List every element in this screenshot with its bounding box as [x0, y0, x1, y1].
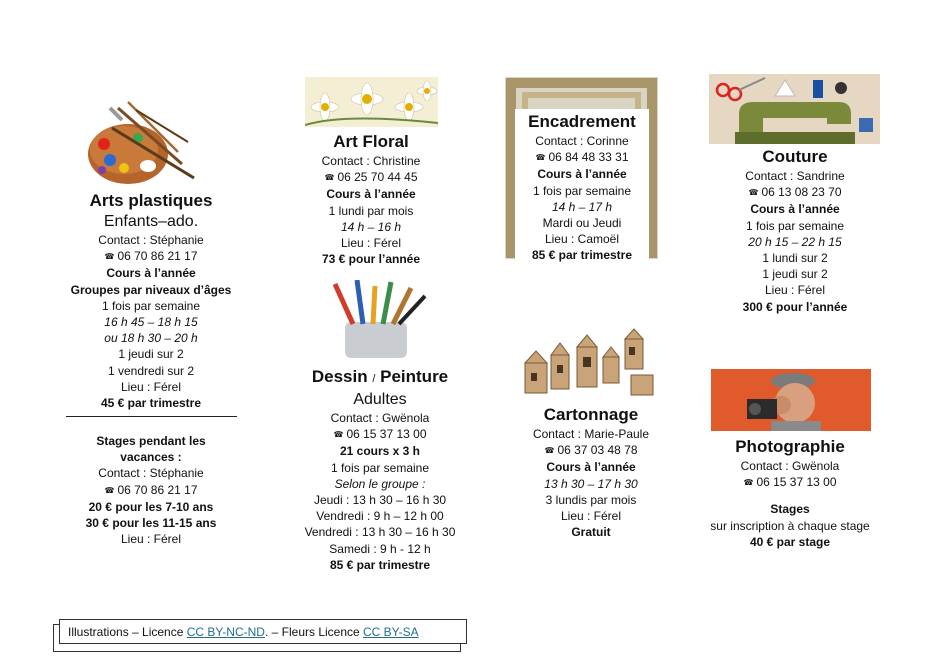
info-line: ☎ 06 37 03 48 78 [521, 442, 661, 459]
info-line: Contact : Marie-Paule [532, 427, 650, 441]
info-line: Contact : Christine [321, 154, 421, 168]
dessin-title-a: Dessin [311, 367, 368, 386]
arts-title: Arts plastiques [89, 191, 213, 210]
couture-title: Couture [762, 147, 828, 166]
info-line: Contact : Gwënola [330, 411, 430, 425]
photo-details [695, 458, 885, 550]
sewing-machine-illustration [709, 74, 880, 144]
info-line: ☎ 06 15 37 13 00 [695, 474, 885, 491]
info-line: 1 jeudi sur 2 [762, 267, 828, 282]
info-line: Lieu : Férel [340, 236, 402, 251]
info-line: 1 jeudi sur 2 [118, 347, 184, 362]
info-line: 20 h 15 – 22 h 15 [748, 234, 842, 249]
arts-divider [66, 416, 237, 417]
info-line: 20 € pour les 7-10 ans [88, 499, 214, 514]
info-line: Contact : Gwënola [740, 459, 840, 473]
footer-prefix: Illustrations – Licence [68, 625, 187, 639]
info-line: 85 € par trimestre [329, 557, 431, 572]
info-line: vacances : [120, 450, 182, 465]
license-link-cc-by-nc-nd[interactable]: CC BY-NC-ND [186, 625, 265, 639]
arts-stages-card [60, 433, 242, 547]
info-line: ☎ 06 15 37 13 00 [290, 426, 470, 443]
info-line: Samedi : 9 h - 12 h [329, 541, 431, 556]
info-line: 14 h – 17 h [551, 199, 613, 214]
info-line: Lieu : Camoël [544, 232, 620, 247]
info-line: 13 h 30 – 17 h 30 [544, 476, 638, 491]
encadrement-title: Encadrement [528, 112, 636, 131]
info-line: Lieu : Férel [560, 509, 622, 524]
info-line: sur inscription à chaque stage [710, 518, 870, 533]
info-line: 73 € pour l’année [321, 252, 421, 267]
cardboard-houses-illustration [521, 327, 661, 401]
info-line: Jeudi : 13 h 30 – 16 h 30 [313, 493, 447, 508]
info-line: Groupes par niveaux d’âges [70, 282, 232, 297]
palette-illustration [82, 98, 198, 190]
info-line [695, 491, 885, 501]
arts-stages-details [60, 433, 242, 547]
info-line: Cours à l’année [326, 187, 416, 202]
info-line: 1 fois par semaine [745, 218, 845, 233]
info-line: 30 € pour les 11-15 ans [85, 516, 217, 531]
info-line: Stages pendant les [96, 434, 206, 448]
info-line: ☎ 06 25 70 44 45 [290, 169, 452, 186]
info-line: Gratuit [571, 525, 611, 540]
info-line: 1 lundi par mois [328, 203, 414, 218]
dessin-title-separator: / [372, 373, 376, 385]
dessin-title [290, 366, 470, 390]
cartonnage-details [521, 426, 661, 540]
info-line: Contact : Sandrine [745, 169, 845, 183]
arts-details [60, 232, 242, 411]
info-line: Selon le groupe : [334, 476, 426, 491]
info-line: Cours à l’année [546, 460, 636, 475]
info-line: 1 fois par semaine [532, 183, 632, 198]
floral-details [290, 153, 452, 267]
info-line: Lieu : Férel [120, 379, 182, 394]
info-line: ou 18 h 30 – 20 h [104, 331, 198, 346]
encadrement-details [515, 133, 649, 264]
info-line: Stages [770, 502, 810, 517]
info-line: ☎ 06 70 86 21 17 [60, 482, 242, 499]
dessin-details [290, 410, 470, 573]
info-line: Contact : Stéphanie [98, 466, 204, 481]
info-line: ☎ 06 70 86 21 17 [60, 248, 242, 265]
couture-card [710, 146, 880, 315]
license-link-cc-by-sa[interactable]: CC BY-SA [363, 625, 419, 639]
info-line: 1 vendredi sur 2 [107, 363, 195, 378]
photographie-card [695, 436, 885, 550]
info-line: Contact : Stéphanie [98, 233, 204, 247]
info-line: Lieu : Férel [120, 532, 182, 547]
flowers-illustration [305, 77, 438, 127]
info-line: ☎ 06 84 48 33 31 [515, 149, 649, 166]
brushes-illustration [327, 280, 433, 358]
photo-title: Photographie [735, 437, 845, 456]
dessin-peinture-card [290, 366, 470, 573]
info-line: 85 € par trimestre [531, 248, 633, 263]
info-line: Vendredi : 9 h – 12 h 00 [316, 509, 444, 524]
info-line: Cours à l’année [106, 266, 196, 281]
info-line: 16 h 45 – 18 h 15 [104, 315, 198, 330]
info-line: Cours à l’année [750, 202, 840, 217]
encadrement-card [515, 109, 649, 264]
arts-plastiques-card [60, 190, 242, 411]
info-line: 300 € pour l’année [742, 299, 848, 314]
info-line: ☎ 06 13 08 23 70 [710, 184, 880, 201]
cartonnage-title: Cartonnage [543, 405, 639, 424]
floral-title: Art Floral [333, 132, 409, 151]
cartonnage-card [521, 404, 661, 540]
info-line: Contact : Corinne [535, 134, 629, 148]
info-line: 21 cours x 3 h [339, 444, 421, 459]
footer-middle: . – Fleurs Licence [264, 625, 364, 639]
info-line: 1 fois par semaine [330, 460, 430, 475]
info-line: 3 lundis par mois [545, 492, 637, 507]
photographer-illustration [711, 369, 871, 431]
info-line: 45 € par trimestre [100, 396, 202, 411]
art-floral-card [290, 131, 452, 267]
info-line: 40 € par stage [749, 534, 831, 549]
license-footer [59, 619, 467, 644]
info-line: Vendredi : 13 h 30 – 16 h 30 [304, 525, 456, 540]
info-line: 1 lundi sur 2 [762, 251, 828, 266]
info-line: Lieu : Férel [764, 283, 826, 298]
dessin-title-b: Peinture [380, 367, 449, 386]
arts-subtitle: Enfants–ado. [103, 213, 199, 230]
info-line: 14 h – 16 h [340, 219, 402, 234]
couture-details [710, 168, 880, 315]
info-line: Mardi ou Jeudi [542, 216, 622, 231]
dessin-subtitle: Adultes [353, 391, 407, 408]
info-line: 1 fois par semaine [101, 298, 201, 313]
info-line: Cours à l’année [537, 167, 627, 182]
